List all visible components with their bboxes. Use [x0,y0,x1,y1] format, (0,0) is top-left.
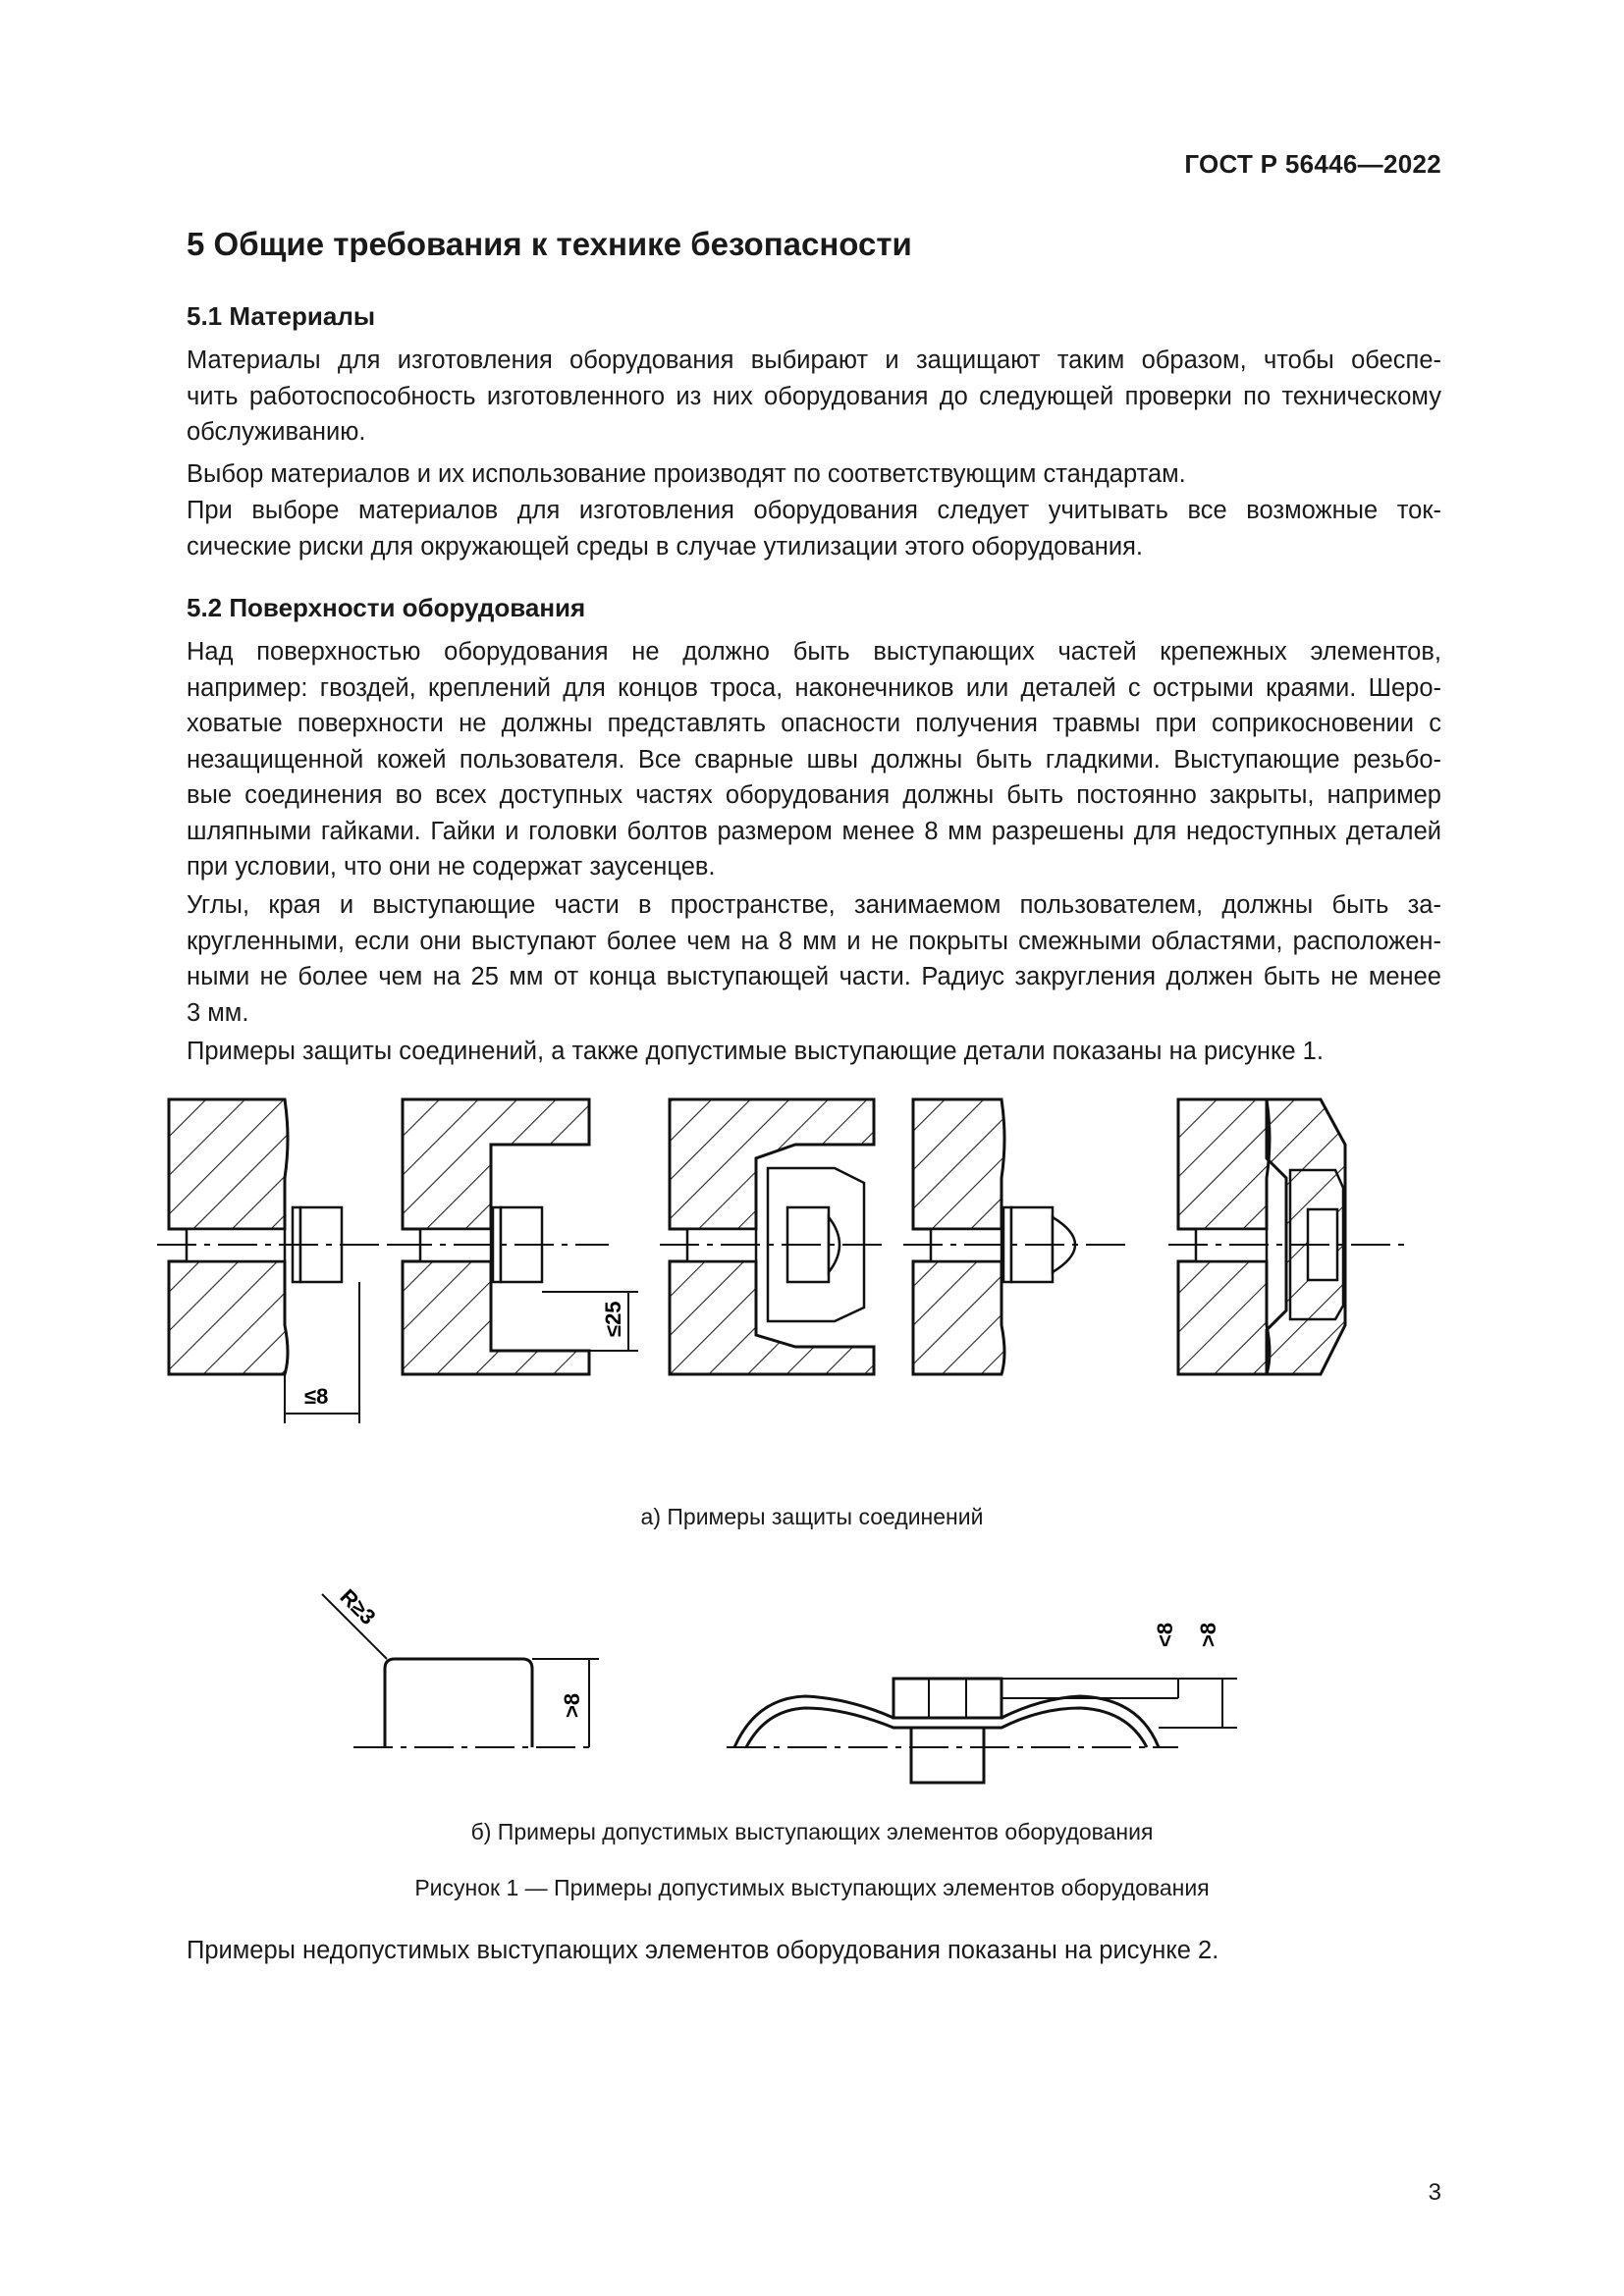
dim-label-gt8-left: >8 [560,1692,584,1718]
text-line: Углы, края и выступающие части в пространстве, занимаемом пользователем, должны быть за- [187,891,1441,919]
text-line: при условии, что они не содержат заусенцев. [187,853,716,881]
text-line: ховатые поверхности не должны представлять опасности получения травмы при соприкосновении с [187,710,1441,737]
text-line: например: гвоздей, креплений для концов троса, наконечников или деталей с острыми краями. Шеро- [187,673,1441,702]
dim-label-r3: R≥3 [335,1583,381,1629]
paragraph-materials-3 [187,493,1441,564]
paragraph-surfaces-1 [187,634,1441,885]
text-line: Примеры защиты соединений, а также допустимые выступающие детали показаны на рисунке 1. [187,1038,1324,1065]
figure-caption-a: а) Примеры защиты соединений [640,1504,984,1529]
dim-label-gt8-right: >8 [1196,1622,1220,1647]
dim-label-le8: ≤8 [304,1384,329,1409]
text-line: Примеры недопустимых выступающих элементов оборудования показаны на рисунке 2. [187,1937,1219,1964]
figure-caption-main: Рисунок 1 — Примеры допустимых выступающих элементов оборудования [414,1875,1210,1900]
paragraph-surfaces-3 [187,1034,1441,1070]
text-line: 3 мм. [187,998,249,1027]
figure-1a-joint-protection [147,1080,1473,1502]
subsection-title-materials: 5.1 Материалы [187,301,376,331]
text-line: шляпными гайками. Гайки и головки болтов размером менее 8 мм разрешены для недоступных деталей [187,817,1441,845]
section-title: 5 Общие требования к технике безопасности [187,226,912,262]
text-line: незащищенной кожей пользователя. Все сварные швы должны быть гладкими. Выступающие резьбо- [187,745,1441,774]
text-line: кругленными, если они выступают более чем на 8 мм и не покрыты смежными областями, расположен- [187,927,1441,955]
text-line: сические риски для окружающей среды в случае утилизации этого оборудования. [187,532,1143,561]
figure-caption-b: б) Примеры допустимых выступающих элементов оборудования [470,1819,1154,1844]
page-number: 3 [1428,2179,1441,2206]
dim-label-le25: ≤25 [601,1301,625,1337]
text-line: Материалы для изготовления оборудования выбирают и защищают таким образом, чтобы обеспе- [187,347,1441,374]
dim-label-lt8: <8 [1153,1622,1177,1647]
subsection-title-surfaces: 5.2 Поверхности оборудования [187,593,586,622]
figure-1b-protruding-elements [295,1571,1276,1796]
text-line: вые соединения во всех доступных частях оборудования должны быть постоянно закрыты, например [187,781,1441,809]
text-line: Выбор материалов и их использование производят по соответствующим стандартам. [187,460,1186,488]
paragraph-materials-1 [187,343,1441,451]
paragraph-surfaces-2 [187,887,1441,1031]
text-line: обслуживанию. [187,418,366,446]
text-line: чить работоспособность изготовленного из них оборудования до следующей проверки по техническому [187,382,1441,410]
standard-code: ГОСТ Р 56446—2022 [1184,149,1441,179]
text-line: ными не более чем на 25 мм от конца выступающей части. Радиус закругления должен быть не менее [187,963,1441,990]
paragraph-materials-2 [187,456,1441,493]
text-line: При выборе материалов для изготовления оборудования следует учитывать все возможные ток- [187,497,1441,524]
paragraph-closing [187,1933,1441,1969]
text-line: Над поверхностью оборудования не должно быть выступающих частей крепежных элементов, [187,638,1441,666]
